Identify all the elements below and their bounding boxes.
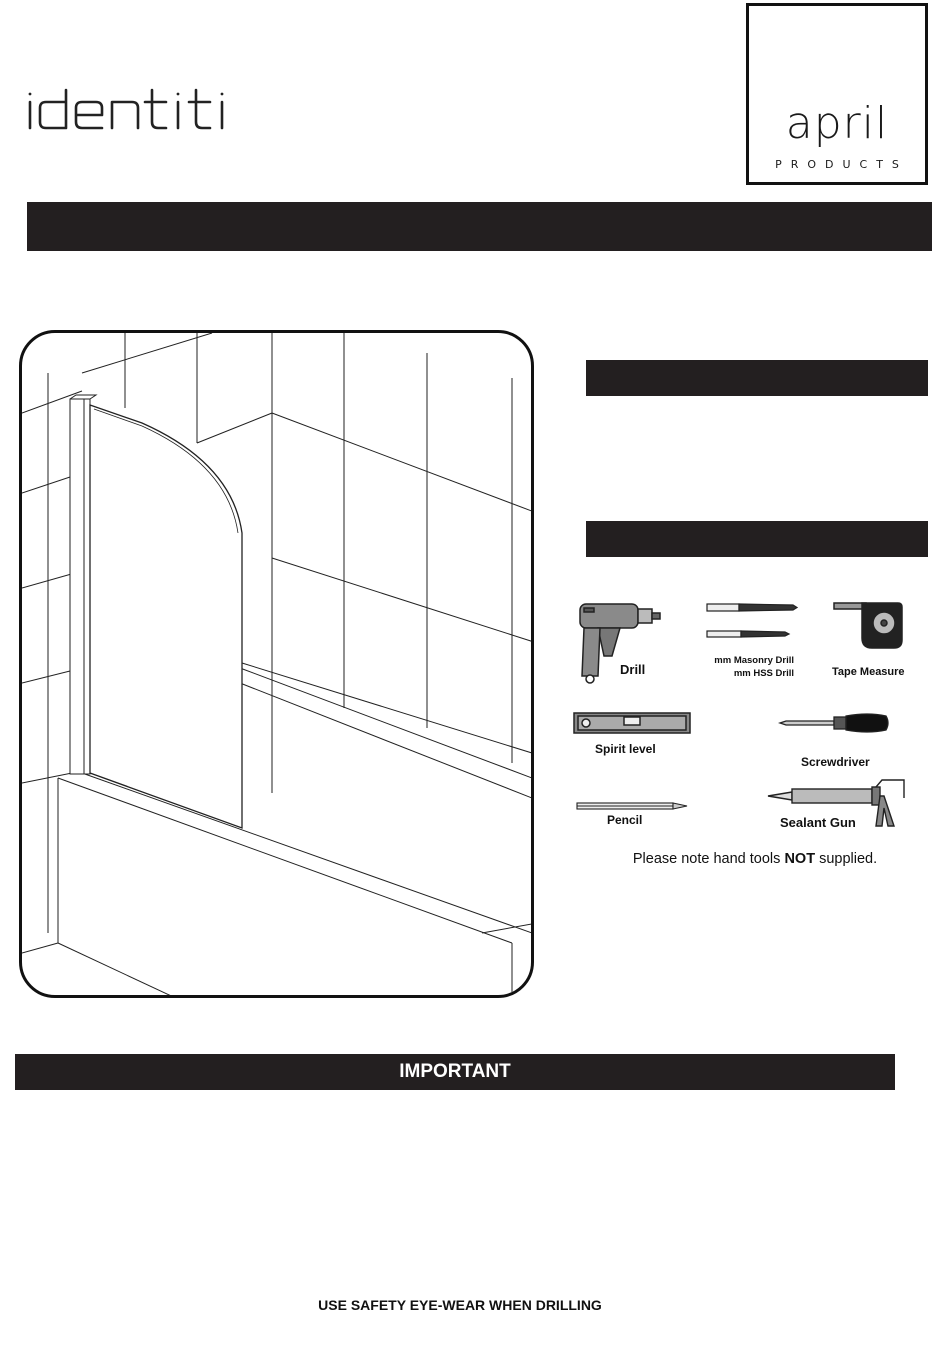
drill-bits-icon [705,601,800,643]
important-heading: IMPORTANT [15,1054,895,1090]
screwdriver-label: Screwdriver [801,755,870,769]
drill-label: Drill [620,662,646,677]
spirit-level-label: Spirit level [595,742,656,756]
section-bar-contents [586,360,928,396]
sealant-gun-label: Sealant Gun [780,815,856,830]
title-bar [27,202,932,251]
bath-screen-drawing [22,333,534,998]
products-wordmark: PRODUCTS [775,158,908,171]
safety-warning: USE SAFETY EYE-WEAR WHEN DRILLING [318,1297,602,1313]
tools-note [590,851,920,867]
pencil-label: Pencil [607,813,643,827]
masonry-drill-label: mm Masonry Drill [714,655,794,666]
april-products-logo [746,3,928,185]
section-bar-tools [586,521,928,557]
drill-icon [576,600,662,684]
hss-drill-label: mm HSS Drill [733,668,794,679]
bath-screen-illustration [19,330,534,998]
note-suffix: supplied. [815,851,878,867]
tape-measure-label: Tape Measure [832,666,905,678]
tape-measure-icon [832,600,904,652]
identiti-logo [26,88,258,134]
spirit-level-icon [572,711,692,735]
april-wordmark: april [785,98,889,149]
screwdriver-icon [778,712,892,734]
note-prefix: Please note hand tools [632,851,785,867]
pencil-icon [575,800,690,812]
note-emphasis: NOT [784,851,816,867]
